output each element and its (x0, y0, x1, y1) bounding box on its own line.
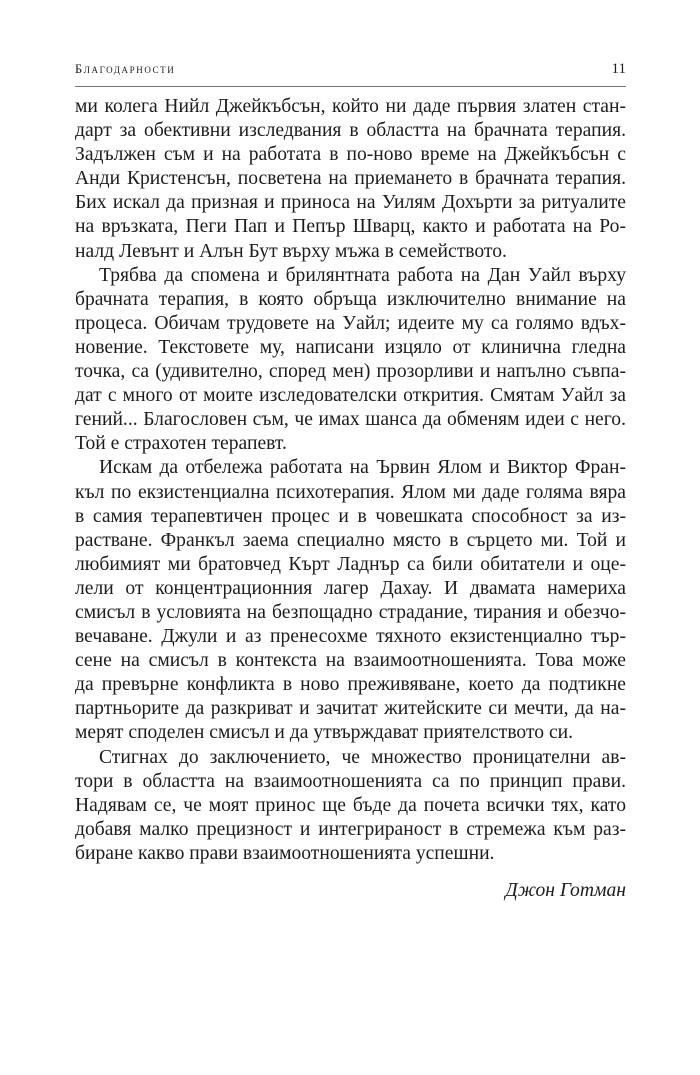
running-title: Благодарности (75, 62, 176, 76)
text-line: сене на смисъл в контекста на взаимоотношенията. Това може (75, 650, 626, 672)
text-line: партньорите да разкриват и зачитат житейските си мечти, да на- (75, 698, 626, 720)
text-line: лели от концентрационния лагер Дахау. И двамата намериха (75, 577, 626, 599)
text-line: на връзката, Пеги Пап и Пепър Шварц, както и работата на Ро- (75, 216, 626, 238)
text-line: Анди Кристенсън, посветена на приемането в брачната терапия. (75, 168, 626, 190)
text-line: любимият ми братовчед Кърт Ладнър са били обитатели и оце- (75, 553, 626, 575)
text-line: новение. Текстовете му, написани изцяло от клинична гледна (75, 336, 626, 358)
text-line: ми колега Нийл Джейкъбсън, който ни даде първия златен стан- (75, 96, 626, 117)
text-line: смисъл в условията на безпощадно страдание, тирания и обезчо- (75, 601, 626, 623)
text-line: дат с много от моите изследователски открития. Смятам Уайл за (75, 385, 626, 407)
text-line: Задължен съм и на работата в по-ново време на Джейкъбсън с (75, 144, 626, 166)
text-line: да превърне конфликта в ново преживяване, което да подтикне (75, 674, 626, 696)
text-line: тори в областта на взаимоотношенията са по принцип прави. (75, 770, 626, 792)
text-line: дарт за обективни изследвания в областта на брачната терапия. (75, 120, 626, 142)
text-line: Бих искал да призная и приноса на Уилям Дохърти за ритуалите (75, 192, 626, 214)
text-line: биране какво прави взаимоотношенията успешни. (75, 842, 495, 864)
text-line: брачната терапия, в която обръща изключително внимание на (75, 288, 626, 310)
text-line: точка, са (удивително, според мен) прозорливи и напълно съвпа- (75, 361, 626, 383)
text-line: къл по екзистенциална психотерапия. Ялом ми даде голяма вяра (75, 481, 626, 503)
text-line: гений... Благословен съм, че имах шанса да обменям идеи с него. (75, 409, 626, 431)
paragraph (75, 456, 626, 745)
paragraph (75, 95, 626, 264)
text-line: вечаване. Джули и аз пренесохме тяхното екзистенциално тър- (75, 626, 626, 648)
text-line: растване. Франкъл заема специално място в сърцето ми. Той и (75, 529, 626, 551)
text-line: в самия терапевтичен процес и в човешката способност за из- (75, 505, 626, 527)
text-line: Трябва да спомена и брилянтната работа на Дан Уайл върху (99, 264, 626, 286)
body-text (75, 95, 626, 866)
text-line: добавя малко прецизност и интегрираност в стремежа към раз- (75, 818, 626, 840)
header-rule (75, 86, 626, 87)
text-line: процеса. Обичам трудовете на Уайл; идеите му са голямо вдъх- (75, 312, 626, 334)
page-number: 11 (611, 61, 626, 77)
text-line: Той е страхотен терапевт. (75, 433, 287, 455)
text-line: Надявам се, че моят принос ще бъде да почета всички тях, като (75, 794, 626, 816)
paragraph (75, 746, 626, 866)
author-signature: Джон Готман (505, 880, 626, 901)
text-line: Искам да отбележа работата на Ървин Ялом и Виктор Фран- (99, 457, 626, 479)
text-line: налд Левънт и Алън Бут върху мъжа в семейството. (75, 240, 507, 262)
text-line: Стигнах до заключението, че множество проницателни ав- (99, 746, 626, 768)
text-line: мерят споделен смисъл и да утвърждават приятелството си. (75, 722, 574, 744)
running-head (75, 62, 626, 84)
paragraph (75, 264, 626, 457)
